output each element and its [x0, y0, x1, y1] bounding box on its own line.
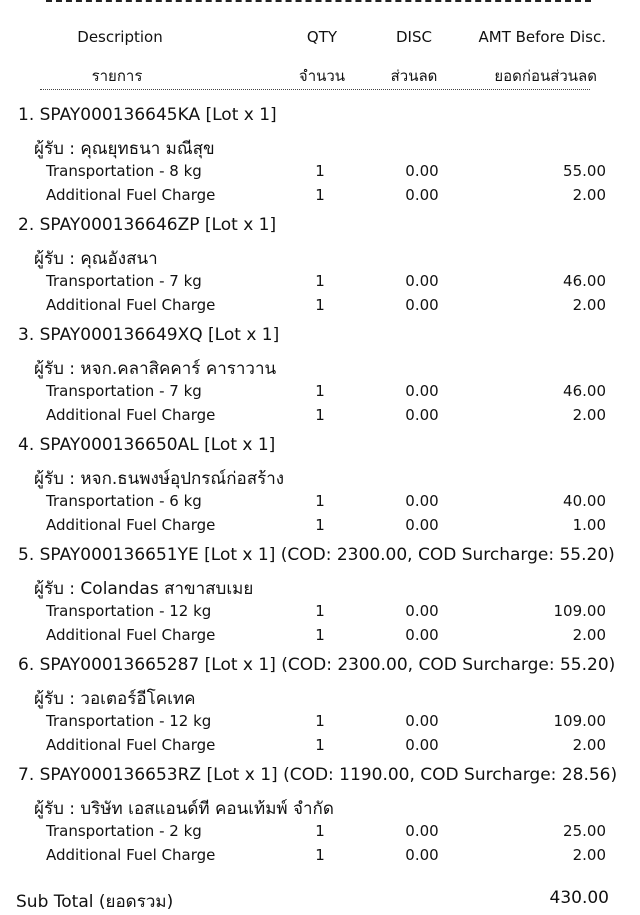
- charge-description: Additional Fuel Charge: [46, 736, 216, 754]
- subtotal-label: Sub Total (ยอดรวม): [16, 892, 174, 912]
- charge-description: Additional Fuel Charge: [46, 406, 216, 424]
- charge-amount: 2.00: [572, 846, 606, 864]
- header-amt: AMT Before Disc.: [478, 28, 606, 46]
- charge-line: [0, 406, 640, 428]
- charge-qty: 1: [315, 712, 325, 730]
- charge-amount: 2.00: [572, 296, 606, 314]
- charge-line: [0, 626, 640, 648]
- charge-description: Transportation - 12 kg: [46, 602, 212, 620]
- top-dashed-rule: [46, 0, 591, 12]
- charge-amount: 55.00: [563, 162, 606, 180]
- charge-disc: 0.00: [405, 162, 439, 180]
- shipment-title: 2. SPAY000136646ZP [Lot x 1]: [18, 215, 277, 235]
- receiver-name: ผู้รับ : วอเตอร์อีโคเทค: [34, 689, 196, 709]
- charge-line: [0, 602, 640, 624]
- charge-disc: 0.00: [405, 492, 439, 510]
- charge-line: [0, 492, 640, 514]
- charge-amount: 46.00: [563, 382, 606, 400]
- header-amt-th: ยอดก่อนส่วนลด: [494, 67, 597, 85]
- charge-description: Transportation - 2 kg: [46, 822, 202, 840]
- charge-line: [0, 822, 640, 844]
- charge-amount: 2.00: [572, 406, 606, 424]
- charge-amount: 46.00: [563, 272, 606, 290]
- charge-qty: 1: [315, 736, 325, 754]
- header-qty-th: จำนวน: [298, 67, 346, 85]
- charge-disc: 0.00: [405, 516, 439, 534]
- charge-amount: 40.00: [563, 492, 606, 510]
- charge-qty: 1: [315, 602, 325, 620]
- charge-description: Additional Fuel Charge: [46, 516, 216, 534]
- charge-qty: 1: [315, 186, 325, 204]
- header-qty: QTY: [306, 28, 338, 46]
- charge-disc: 0.00: [405, 296, 439, 314]
- shipment-title: 3. SPAY000136649XQ [Lot x 1]: [18, 325, 280, 345]
- charge-amount: 109.00: [553, 712, 606, 730]
- charge-amount: 25.00: [563, 822, 606, 840]
- charge-disc: 0.00: [405, 736, 439, 754]
- charge-qty: 1: [315, 516, 325, 534]
- charge-qty: 1: [315, 492, 325, 510]
- charge-disc: 0.00: [405, 846, 439, 864]
- receiver-name: ผู้รับ : บริษัท เอสแอนด์ที คอนเท้มพ์ จำกัด: [34, 799, 334, 819]
- receiver-name: ผู้รับ : หจก.ธนพงษ์อุปกรณ์ก่อสร้าง: [34, 469, 285, 489]
- charge-line: [0, 272, 640, 294]
- shipment-title: 1. SPAY000136645KA [Lot x 1]: [18, 105, 277, 125]
- header-disc-th: ส่วนลด: [390, 67, 438, 85]
- shipment-title: 4. SPAY000136650AL [Lot x 1]: [18, 435, 276, 455]
- charge-description: Additional Fuel Charge: [46, 186, 216, 204]
- charge-qty: 1: [315, 822, 325, 840]
- receiver-name: ผู้รับ : Colandas สาขาสบเมย: [34, 579, 254, 599]
- charge-amount: 2.00: [572, 186, 606, 204]
- header-disc: DISC: [396, 28, 432, 46]
- charge-disc: 0.00: [405, 602, 439, 620]
- charge-description: Additional Fuel Charge: [46, 296, 216, 314]
- header-description-th: รายการ: [91, 67, 143, 85]
- charge-description: Transportation - 6 kg: [46, 492, 202, 510]
- charge-line: [0, 516, 640, 538]
- charge-line: [0, 712, 640, 734]
- subtotal-value: 430.00: [549, 888, 609, 908]
- shipment-title: 6. SPAY00013665287 [Lot x 1] (COD: 2300.00, COD Surcharge: 55.20): [18, 655, 616, 675]
- charge-qty: 1: [315, 846, 325, 864]
- charge-amount: 109.00: [553, 602, 606, 620]
- charge-amount: 2.00: [572, 736, 606, 754]
- charge-amount: 2.00: [572, 626, 606, 644]
- charge-description: Transportation - 7 kg: [46, 272, 202, 290]
- charge-line: [0, 162, 640, 184]
- charge-disc: 0.00: [405, 626, 439, 644]
- charge-description: Transportation - 12 kg: [46, 712, 212, 730]
- charge-qty: 1: [315, 162, 325, 180]
- charge-disc: 0.00: [405, 822, 439, 840]
- receiver-name: ผู้รับ : คุณยุทธนา มณีสุข: [34, 139, 215, 159]
- header-description: Description: [77, 28, 163, 46]
- charge-line: [0, 296, 640, 318]
- charge-amount: 1.00: [572, 516, 606, 534]
- charge-disc: 0.00: [405, 712, 439, 730]
- shipment-title: 7. SPAY000136653RZ [Lot x 1] (COD: 1190.00, COD Surcharge: 28.56): [18, 765, 618, 785]
- shipment-title: 5. SPAY000136651YE [Lot x 1] (COD: 2300.00, COD Surcharge: 55.20): [18, 545, 615, 565]
- charge-line: [0, 736, 640, 758]
- charge-line: [0, 382, 640, 404]
- charge-disc: 0.00: [405, 186, 439, 204]
- charge-qty: 1: [315, 296, 325, 314]
- charge-qty: 1: [315, 626, 325, 644]
- header-dotted-rule: [40, 89, 590, 90]
- receiver-name: ผู้รับ : หจก.คลาสิคคาร์ คาราวาน: [34, 359, 277, 379]
- charge-description: Additional Fuel Charge: [46, 626, 216, 644]
- charge-qty: 1: [315, 272, 325, 290]
- charge-qty: 1: [315, 406, 325, 424]
- charge-qty: 1: [315, 382, 325, 400]
- charge-disc: 0.00: [405, 406, 439, 424]
- charge-description: Transportation - 7 kg: [46, 382, 202, 400]
- receiver-name: ผู้รับ : คุณอังสนา: [34, 249, 158, 269]
- charge-description: Additional Fuel Charge: [46, 846, 216, 864]
- charge-line: [0, 846, 640, 868]
- charge-disc: 0.00: [405, 272, 439, 290]
- charge-description: Transportation - 8 kg: [46, 162, 202, 180]
- charge-disc: 0.00: [405, 382, 439, 400]
- charge-line: [0, 186, 640, 208]
